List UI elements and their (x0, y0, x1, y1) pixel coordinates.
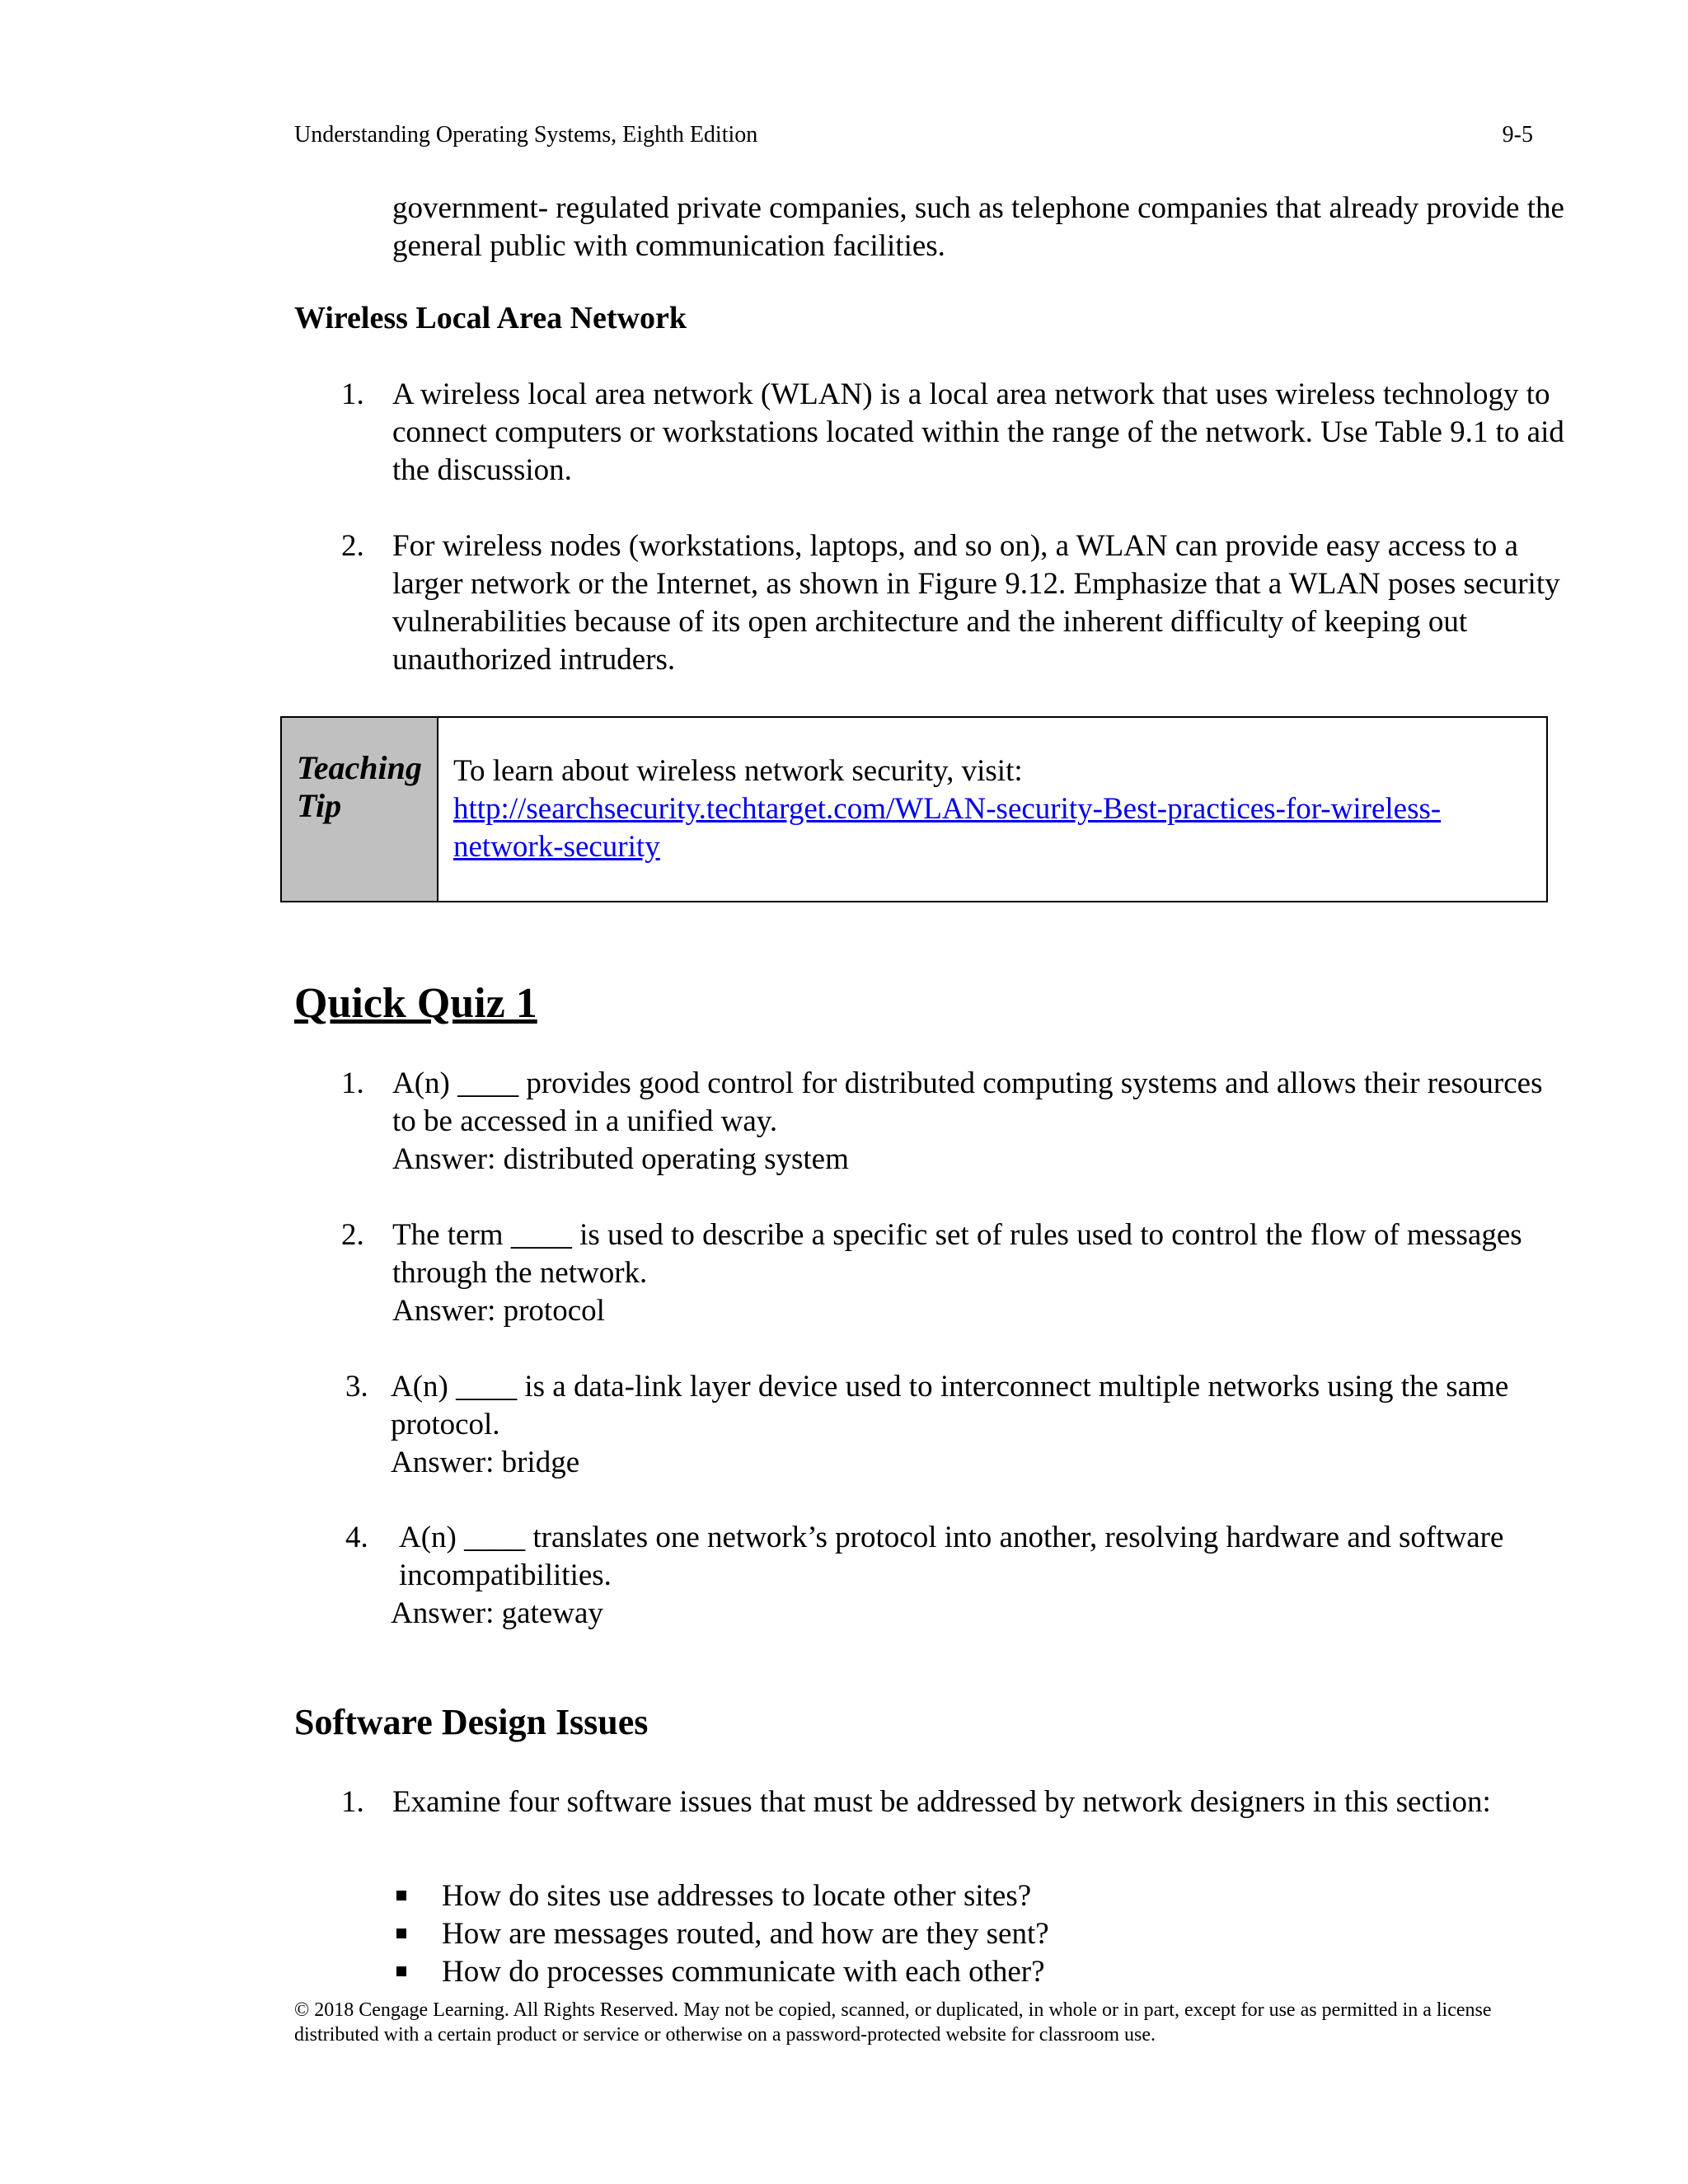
list-number: 1. (341, 377, 364, 411)
list-item (341, 376, 1571, 490)
list-text: For wireless nodes (workstations, laptops, and so on), a WLAN can provide easy access to a larger network or the Internet, as shown in Figure 9.12. Emphasize that a WLAN poses security vulnerabilities because of its open architecture and the inherent difficulty of keeping out unauthorized intruders. (392, 529, 1560, 677)
quiz-number: 4. (345, 1521, 368, 1554)
teaching-tip-body (453, 752, 1525, 866)
list-text: Examine four software issues that must be addressed by network designers in this section: (392, 1785, 1491, 1819)
bullet-text: How are messages routed, and how are they sent? (442, 1917, 1049, 1951)
square-bullet-icon (396, 1966, 406, 1976)
quiz-item (341, 1065, 1571, 1179)
bullet-text: How do processes communicate with each other? (442, 1955, 1045, 1989)
teaching-tip-text: To learn about wireless network security, visit: (453, 754, 1023, 788)
quiz-number: 2. (341, 1218, 364, 1252)
quiz-question: A(n) ____ translates one network’s protocol into another, resolving hardware and software incompatibilities. (399, 1521, 1504, 1592)
quiz-item (345, 1519, 1569, 1633)
quiz-answer: Answer: protocol (392, 1294, 605, 1328)
quiz-question: The term ____ is used to describe a specific set of rules used to control the flow of messages through the network. (392, 1218, 1522, 1290)
page-number: 9-5 (1502, 122, 1533, 148)
bullet-text: How do sites use addresses to locate other sites? (442, 1879, 1032, 1913)
book-title: Understanding Operating Systems, Eighth Edition (294, 122, 758, 148)
wlan-heading: Wireless Local Area Network (294, 301, 687, 335)
quiz-question: A(n) ____ provides good control for distributed computing systems and allows their resources to be accessed in a unified way. (392, 1066, 1543, 1138)
square-bullet-icon (396, 1929, 406, 1938)
quiz-answer: Answer: distributed operating system (392, 1142, 849, 1176)
teaching-tip-label: Teaching Tip (282, 718, 438, 901)
square-bullet-icon (396, 1891, 406, 1900)
quiz-item (345, 1368, 1569, 1482)
list-number: 2. (341, 529, 364, 563)
quiz-answer: Answer: gateway (391, 1596, 603, 1630)
list-item (341, 1783, 1571, 1821)
quiz-question: A(n) ____ is a data-link layer device used to interconnect multiple networks using the same protocol. (391, 1370, 1509, 1441)
bullet-item (392, 1877, 1049, 1915)
quiz-heading: Quick Quiz 1 (294, 980, 537, 1027)
software-heading: Software Design Issues (294, 1702, 649, 1742)
list-item (341, 527, 1571, 679)
copyright-footer: © 2018 Cengage Learning. All Rights Reserved. May not be copied, scanned, or duplicated, in whole or in part, except for use as permitted in a license distributed with a certain product or service or otherwise on a password-protected website for classroom use. (294, 1999, 1492, 2046)
bullet-item (392, 1915, 1049, 1953)
list-number: 1. (341, 1785, 364, 1819)
teaching-tip-box (280, 716, 1548, 902)
bullet-list (392, 1877, 1049, 1991)
quiz-number: 1. (341, 1066, 364, 1100)
quiz-item (341, 1216, 1571, 1330)
quiz-answer: Answer: bridge (391, 1446, 580, 1479)
bullet-item (392, 1953, 1049, 1991)
list-text: A wireless local area network (WLAN) is a local area network that uses wireless technology to connect computers or workstations located within the range of the network. Use Table 9.1 to aid the discussion. (392, 377, 1564, 487)
quiz-number: 3. (345, 1370, 368, 1404)
teaching-tip-link[interactable]: http://searchsecurity.techtarget.com/WLAN-security-Best-practices-for-wireless-network-security (453, 792, 1442, 864)
intro-paragraph: government- regulated private companies, such as telephone companies that already provide the general public with communication facilities. (392, 191, 1564, 263)
